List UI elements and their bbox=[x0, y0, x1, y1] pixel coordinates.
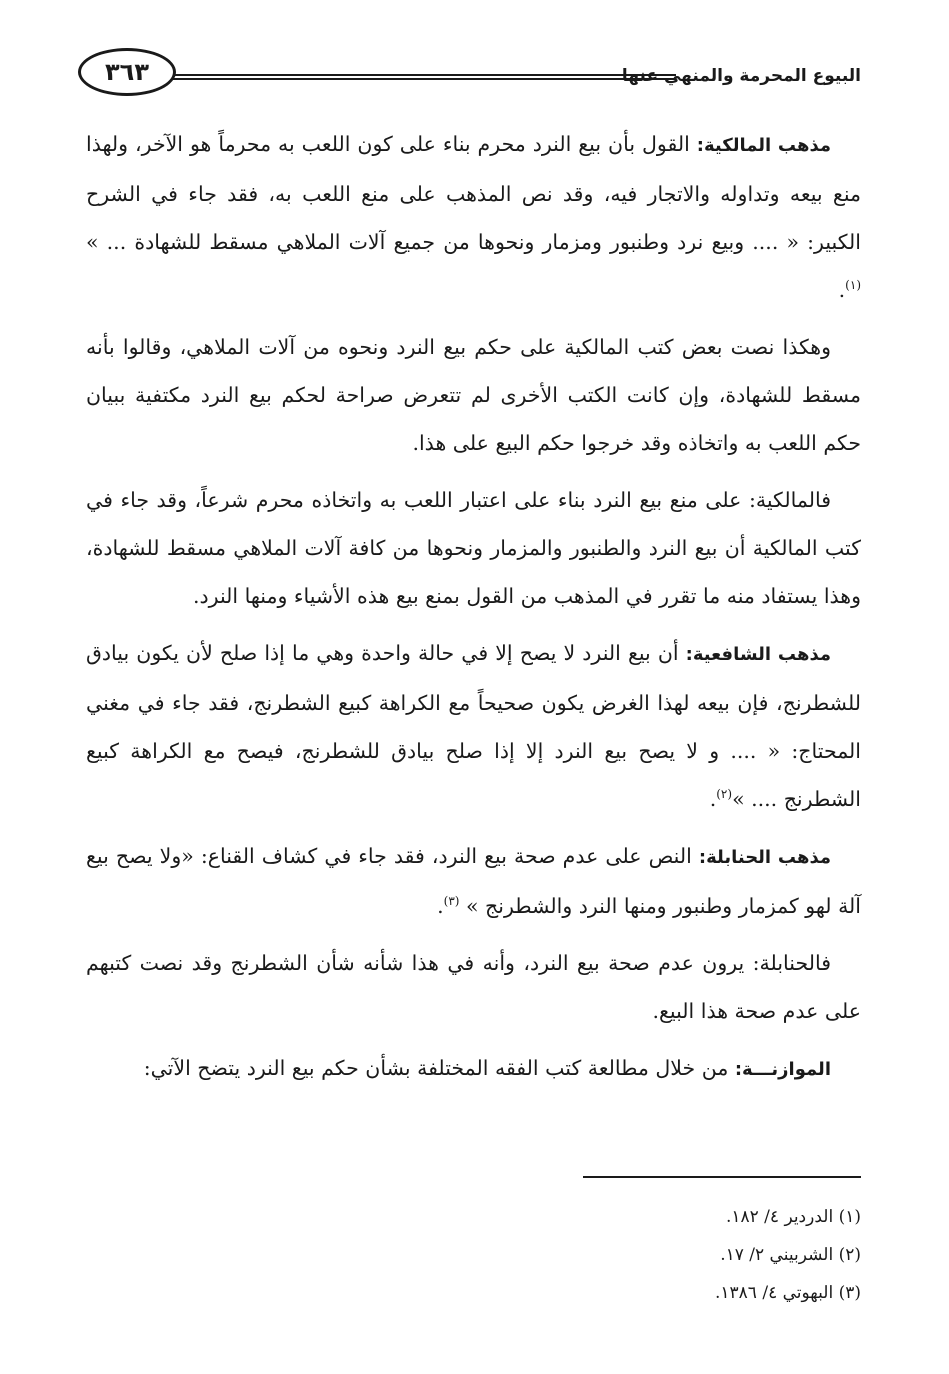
footnote-item: (٢) الشربيني ٢/ ١٧. bbox=[720, 1245, 861, 1265]
page-header bbox=[78, 38, 861, 98]
paragraph-lead: مذهب الشافعية: bbox=[685, 644, 831, 665]
paragraph-lead: مذهب الحنابلة: bbox=[698, 847, 831, 868]
paragraph-comparison bbox=[86, 1044, 861, 1094]
paragraph-text: أن بيع النرد لا يصح إلا في حالة واحدة وهي ما إذا صلح لأن يكون بيادق للشطرنج، فإن بيعه لهذا الغرض يكون صحيحاً مع الكراهة كبيع الشطرنج، فقد جاء في مغني المحتاج: « .... و لا يصح بيع النرد إلا إذا صلح بيادق للشطرنج، فيصح مع الكراهة كبيع الشطرنج .... » bbox=[86, 641, 861, 811]
paragraph-tail: . bbox=[709, 787, 717, 811]
paragraph-text: وهكذا نصت بعض كتب المالكية على حكم بيع النرد ونحوه من آلات الملاهي، وقالوا بأنه مسقط للشهادة، وإن كانت الكتب الأخرى لم تتعرض صراحة لحكم بيع النرد مكتفية ببيان حكم اللعب به واتخاذه وقد خرجوا حكم البيع على هذا. bbox=[86, 335, 861, 455]
main-text bbox=[86, 120, 861, 1103]
footnote-ref: (٢) bbox=[716, 787, 733, 802]
paragraph-text: فالمالكية: على منع بيع النرد بناء على اعتبار اللعب به واتخاذه محرم شرعاً، وقد جاء في كتب المالكية أن بيع النرد والطنبور والمزمار ونحوها من كافة آلات الملاهي مسقط للشهادة، وهذا يستفاد منه ما تقرر في المذهب من القول بمنع بيع هذه الأشياء ومنها النرد. bbox=[86, 488, 861, 608]
paragraph-maliki-school bbox=[86, 120, 861, 314]
paragraph-lead: الموازنـــة: bbox=[734, 1059, 831, 1080]
paragraph-text: القول بأن بيع النرد محرم بناء على كون اللعب به محرماً هو الآخر، ولهذا منع بيعه وتداوله والاتجار فيه، وقد نص المذهب على منع اللعب به، فقد جاء في الشرح الكبير: « .... وبيع نرد وطنبور ومزمار ونحوها من جميع آلات الملاهي مسقط للشهادة ... » bbox=[86, 132, 861, 254]
paragraph-hanbali-summary bbox=[86, 939, 861, 1035]
paragraph-tail: . bbox=[838, 278, 846, 302]
running-title: البيوع المحرمة والمنهي عنها bbox=[621, 66, 861, 86]
footnotes bbox=[461, 1198, 861, 1312]
paragraph-text: فالحنابلة: يرون عدم صحة بيع النرد، وأنه في هذا شأنه شأن الشطرنج وقد نصت كتبهم على عدم صحة هذا البيع. bbox=[86, 951, 861, 1023]
paragraph-shafii-school bbox=[86, 629, 861, 823]
paragraph-hanbali-school bbox=[86, 832, 861, 930]
footnote-item: (١) الدردير ٤/ ١٨٢. bbox=[725, 1207, 861, 1227]
paragraph-maliki-books bbox=[86, 323, 861, 467]
page-number-badge: ٣٦٣ bbox=[78, 48, 176, 96]
footnote-item: (٣) البهوتي ٤/ ١٣٨٦. bbox=[715, 1283, 861, 1303]
footnote-ref: (١) bbox=[845, 278, 861, 293]
paragraph-lead: مذهب المالكية: bbox=[696, 135, 831, 156]
paragraph-maliki-summary bbox=[86, 476, 861, 620]
paragraph-text: من خلال مطالعة كتب الفقه المختلفة بشأن حكم بيع النرد يتضح الآتي: bbox=[143, 1056, 735, 1080]
paragraph-tail: . bbox=[437, 894, 444, 918]
footnote-separator bbox=[583, 1176, 861, 1178]
footnote-ref: (٣) bbox=[443, 894, 460, 909]
header-double-rule bbox=[173, 74, 676, 80]
paragraph-text: النص على عدم صحة بيع النرد، فقد جاء في كشاف القناع: «ولا يصح بيع آلة لهو كمزمار وطنبور ومنها النرد والشطرنج » bbox=[86, 844, 861, 918]
